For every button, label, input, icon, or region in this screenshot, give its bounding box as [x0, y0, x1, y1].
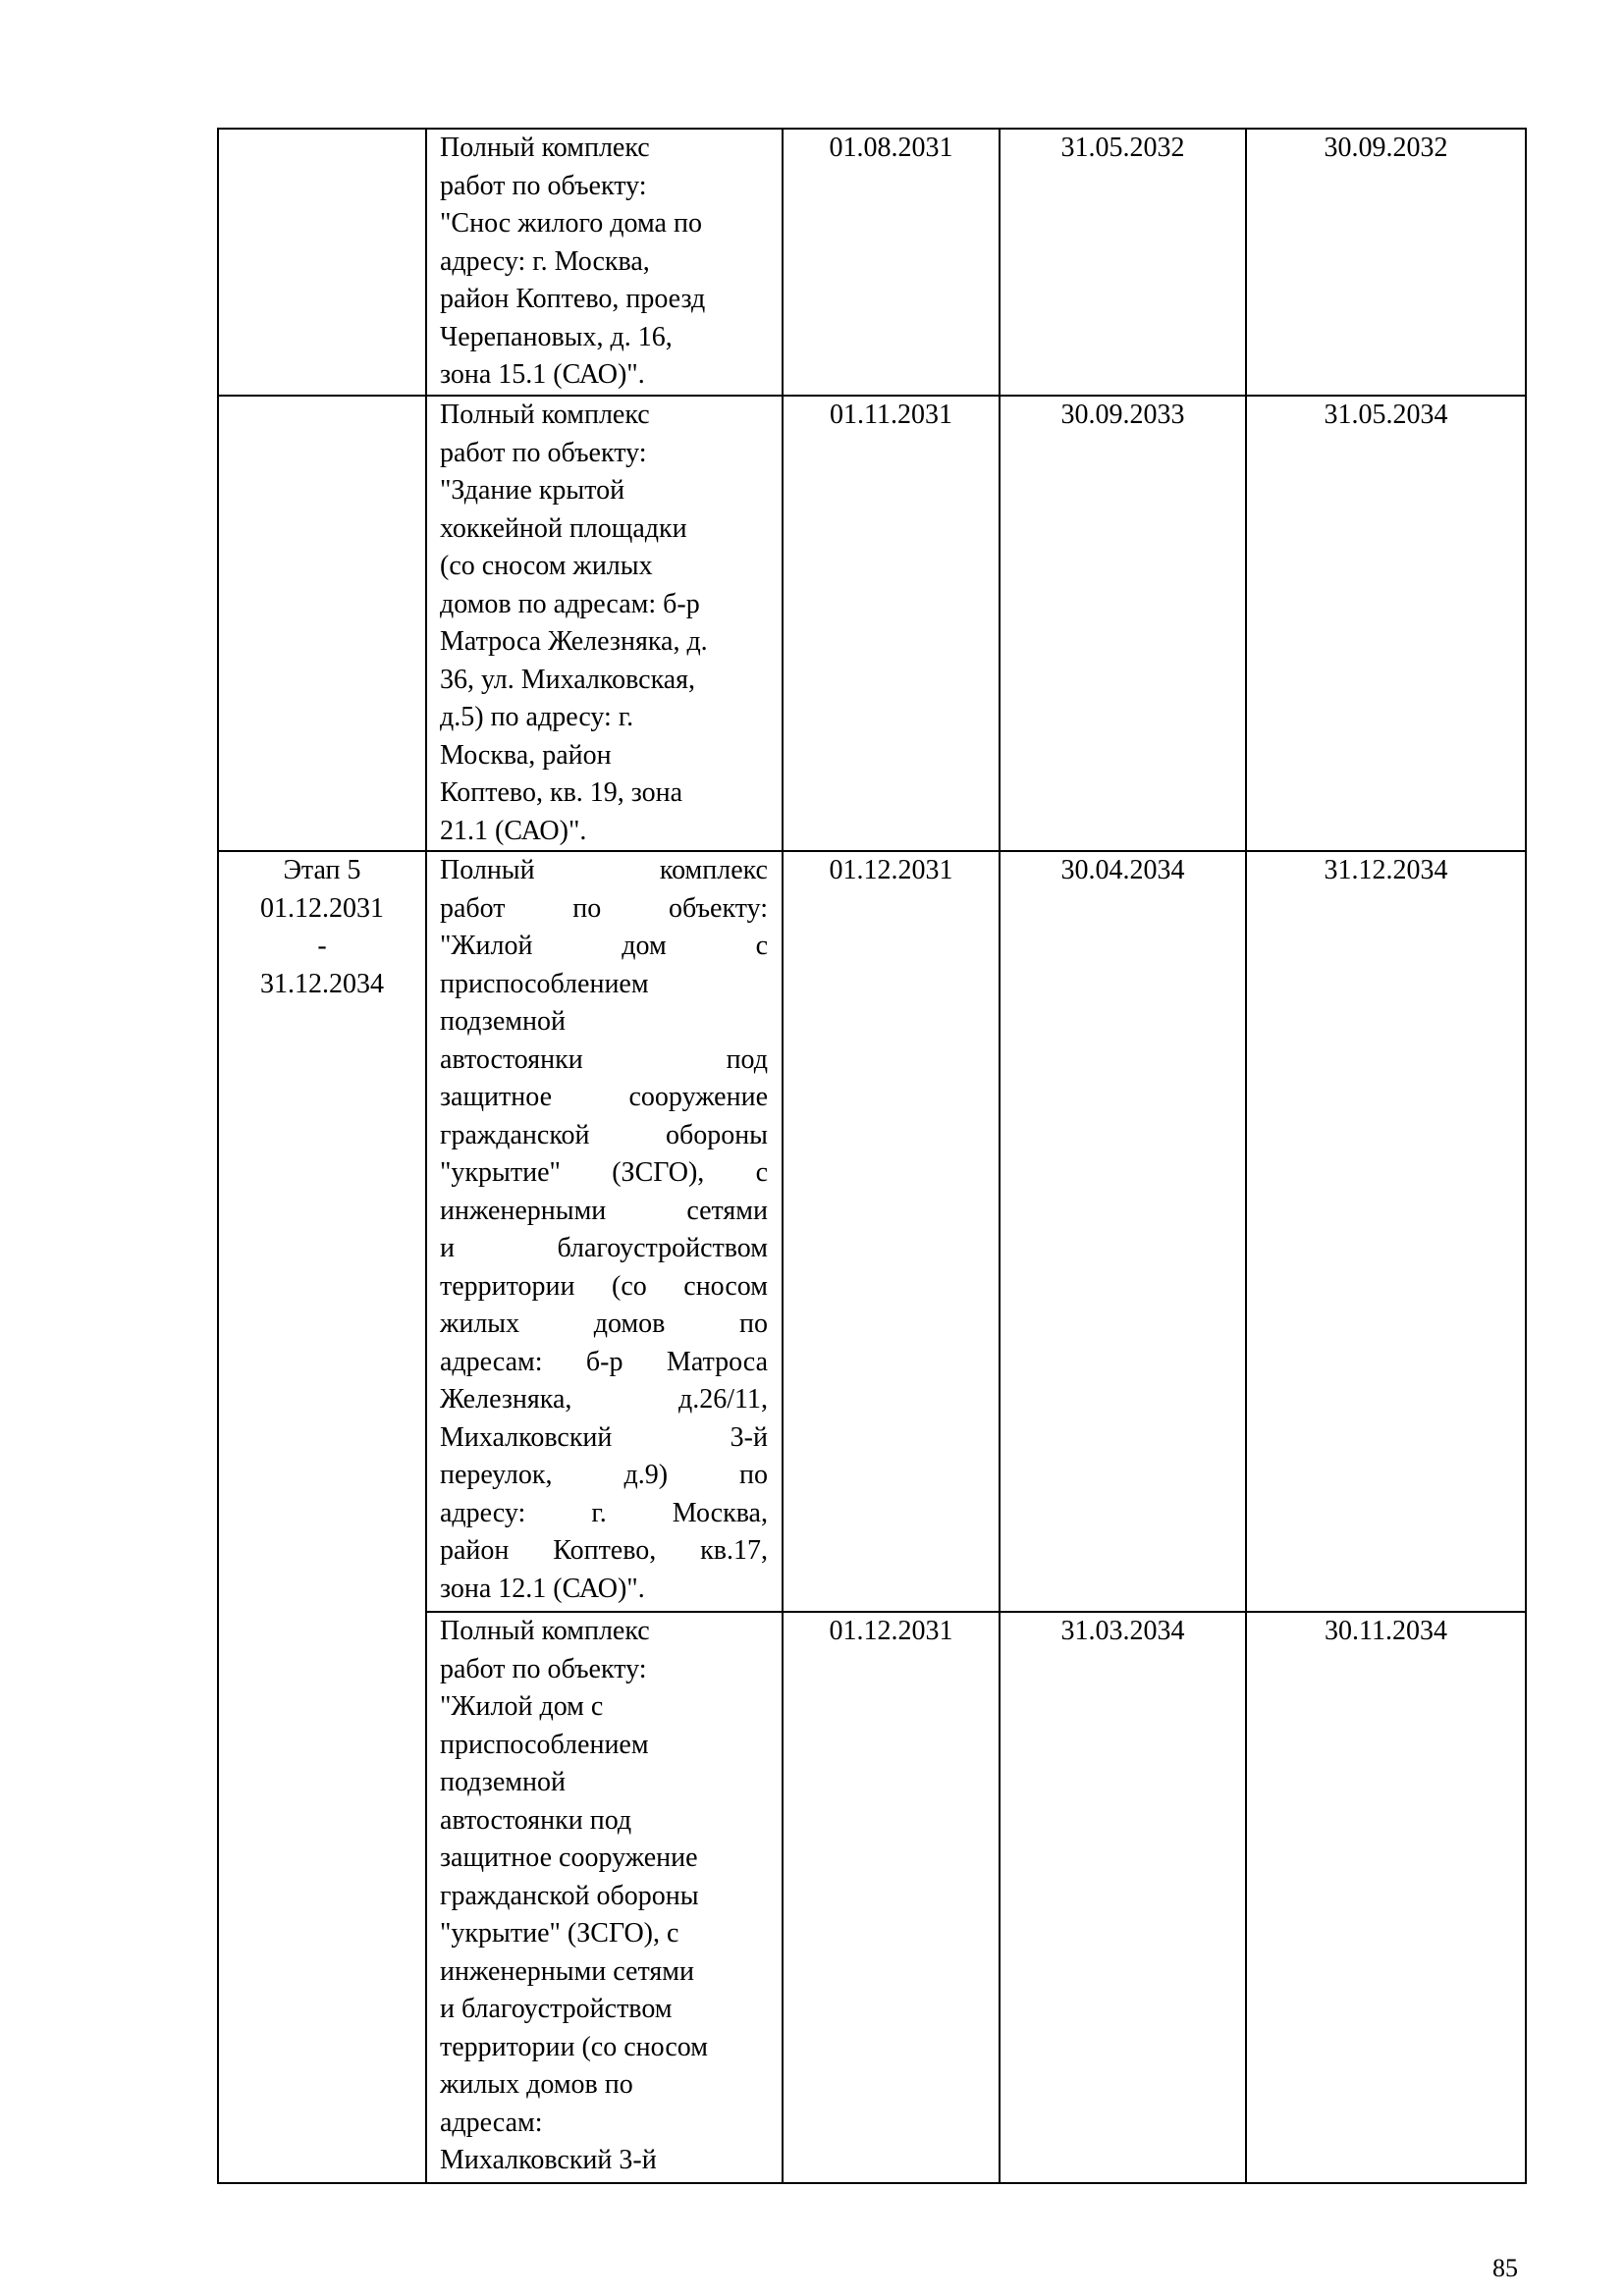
- text-line: подземной: [440, 1767, 566, 1797]
- text-line: зона 15.1 (САО)".: [440, 359, 645, 390]
- construction-end-date-cell: 30.09.2033: [1000, 396, 1246, 851]
- construction-end-date-cell: 30.04.2034: [1000, 851, 1246, 1612]
- stage-dash: -: [317, 931, 327, 961]
- start-date-cell: 01.12.2031: [783, 1612, 1000, 2183]
- stage-cell-empty: [218, 129, 426, 396]
- text-line: приспособлением: [440, 1729, 649, 1760]
- text-line: защитное сооружение: [440, 1842, 698, 1873]
- text-line: д.5) по адресу: г.: [440, 702, 634, 732]
- text-line: территории (со сносом: [440, 2031, 708, 2062]
- start-date-cell: 01.11.2031: [783, 396, 1000, 851]
- text-line: работ по объекту:: [440, 892, 768, 924]
- table-row: [218, 129, 1526, 396]
- text-line: "Жилой дом с: [440, 1691, 604, 1722]
- text-line: Полный комплекс: [440, 1616, 650, 1646]
- text-line: "Снос жилого дома по: [440, 208, 702, 239]
- text-line: Матроса Железняка, д.: [440, 626, 708, 657]
- page-number: 85: [1492, 2253, 1518, 2282]
- construction-end-date-cell: 31.05.2032: [1000, 129, 1246, 396]
- text-line: автостоянки под: [440, 1804, 632, 1836]
- text-line: работ по объекту:: [440, 170, 647, 201]
- text-line: адресу: г. Москва,: [440, 1497, 768, 1528]
- text-line: работ по объекту:: [440, 1653, 647, 1684]
- completion-date-cell: 31.12.2034: [1246, 851, 1526, 1612]
- text-line: Полный комплекс: [440, 855, 768, 885]
- text-line: Москва, район: [440, 739, 612, 771]
- text-line: адресу: г. Москва,: [440, 245, 650, 277]
- schedule-table: [217, 128, 1527, 2184]
- text-line: зона 12.1 (САО)".: [440, 1573, 645, 1604]
- work-description-cell: [426, 396, 783, 851]
- text-line: Коптево, кв. 19, зона: [440, 777, 683, 808]
- text-line: инженерными сетями: [440, 1955, 694, 1987]
- stage-cell: [218, 851, 426, 2183]
- text-line: переулок, д.9) по: [440, 1460, 768, 1490]
- text-line: 21.1 (САО)".: [440, 815, 587, 846]
- text-line: автостоянки под: [440, 1043, 768, 1075]
- text-line: район Коптево, проезд: [440, 284, 706, 314]
- text-line: Железняка, д.26/11,: [440, 1384, 768, 1415]
- stage-cell-empty: [218, 396, 426, 851]
- completion-date-cell: 30.09.2032: [1246, 129, 1526, 396]
- text-line: территории (со сносом: [440, 1270, 768, 1302]
- text-line: жилых домов по: [440, 2069, 633, 2100]
- text-line: домов по адресам: б-р: [440, 588, 700, 619]
- text-line: "укрытие" (ЗСГО), с: [440, 1918, 679, 1949]
- text-line: "Жилой дом с: [440, 931, 768, 961]
- start-date-cell: 01.12.2031: [783, 851, 1000, 1612]
- text-line: (со сносом жилых: [440, 551, 653, 581]
- start-date-cell: 01.08.2031: [783, 129, 1000, 396]
- text-line: Полный комплекс: [440, 400, 650, 430]
- text-line: "Здание крытой: [440, 475, 625, 506]
- text-line: Михалковский 3-й: [440, 1421, 768, 1453]
- work-description-cell: [426, 1612, 783, 2183]
- text-line: хоккейной площадки: [440, 512, 687, 544]
- text-line: адресам: б-р Матроса: [440, 1346, 768, 1377]
- text-line: работ по объекту:: [440, 437, 647, 468]
- completion-date-cell: 31.05.2034: [1246, 396, 1526, 851]
- stage-from-date: 01.12.2031: [260, 892, 384, 924]
- text-line: и благоустройством: [440, 1233, 768, 1263]
- completion-date-cell: 30.11.2034: [1246, 1612, 1526, 2183]
- construction-end-date-cell: 31.03.2034: [1000, 1612, 1246, 2183]
- work-description-cell: [426, 851, 783, 1612]
- text-line: адресам:: [440, 2107, 543, 2138]
- text-line: подземной: [440, 1006, 566, 1037]
- text-line: район Коптево, кв.17,: [440, 1535, 768, 1566]
- text-line: и благоустройством: [440, 1994, 673, 2024]
- text-line: Полный комплекс: [440, 133, 650, 163]
- stage-to-date: 31.12.2034: [260, 968, 384, 999]
- table-row: [218, 396, 1526, 851]
- text-line: защитное сооружение: [440, 1082, 768, 1112]
- text-line: "укрытие" (ЗСГО), с: [440, 1157, 768, 1188]
- text-line: гражданской обороны: [440, 1880, 699, 1911]
- table-row: [218, 851, 1526, 1612]
- text-line: Черепановых, д. 16,: [440, 321, 673, 352]
- work-description-cell: [426, 129, 783, 396]
- text-line: инженерными сетями: [440, 1195, 768, 1226]
- text-line: гражданской обороны: [440, 1119, 768, 1150]
- text-line: жилых домов по: [440, 1308, 768, 1339]
- stage-name: Этап 5: [283, 855, 361, 885]
- text-line: Михалковский 3-й: [440, 2145, 657, 2175]
- text-line: 36, ул. Михалковская,: [440, 664, 696, 695]
- text-line: приспособлением: [440, 968, 649, 999]
